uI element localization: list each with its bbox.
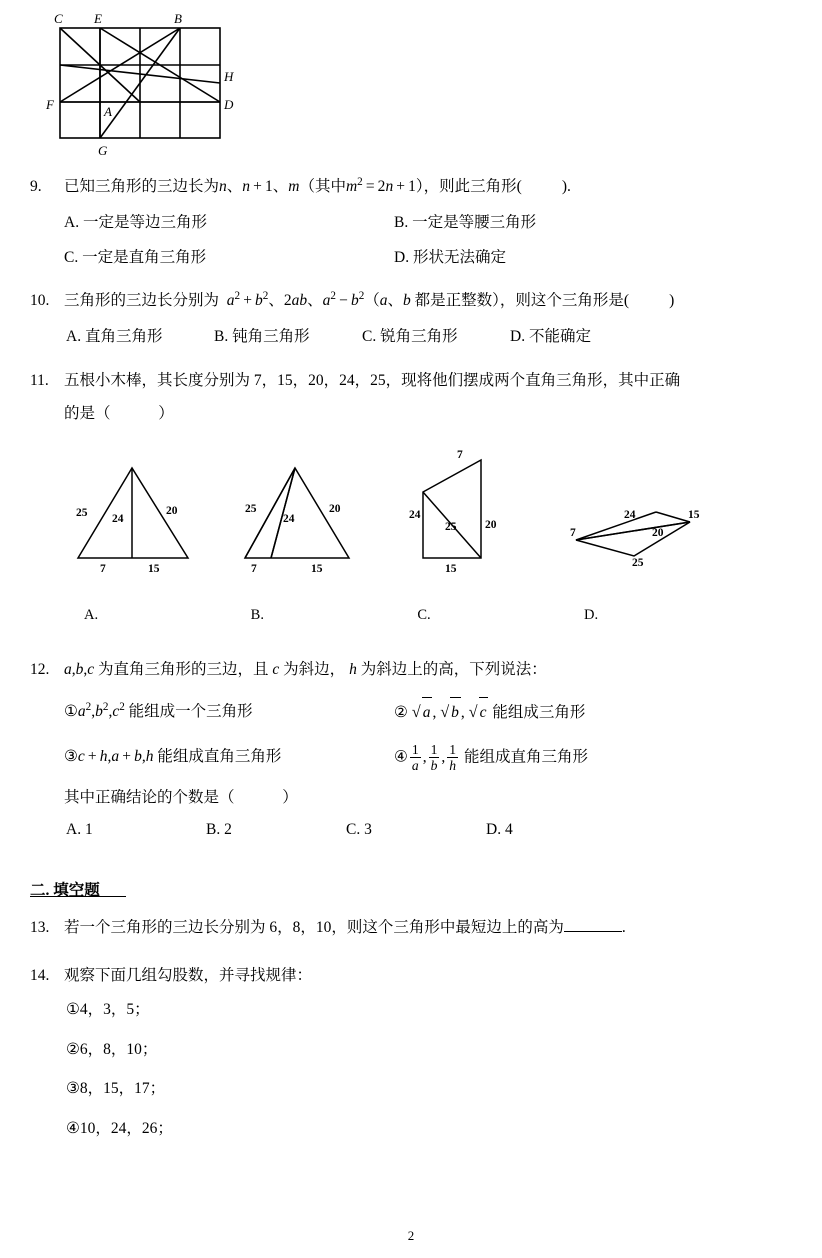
figure-c-caption: C. <box>417 606 431 623</box>
figure-b-label-15: 15 <box>310 563 323 576</box>
figure-c-label-24: 24 <box>409 509 421 522</box>
label-G: G <box>98 143 108 158</box>
question-10-stem-prefix: 三角形的三边长分别为 <box>64 292 220 310</box>
figure-d-label-20: 20 <box>651 527 664 540</box>
page-number: 2 <box>407 1228 415 1243</box>
question-11-figure-a <box>70 450 200 629</box>
question-11-line-1: 五根小木棒，其长度分别为 7，15，20，24，25，现将他们摆成两个直角三角形，其中正确 <box>64 371 681 389</box>
label-C: C <box>54 11 63 26</box>
question-10 <box>30 286 790 351</box>
figure-a-svg <box>70 450 200 585</box>
question-12-number: 12. <box>30 661 50 679</box>
question-10-stem: 三角形的三边长分别为 $a^2 + b^2$、2ab、$a^2 - b^2(a$、b 都是正整数），则这个三角形是( ) <box>64 290 675 310</box>
figure-a-label-15: 15 <box>148 563 160 576</box>
question-9-option-b[interactable]: B. 一定是等腰三角形 <box>394 213 537 231</box>
figure-a-label-25: 25 <box>76 507 88 520</box>
question-12-closing-prefix: 其中正确结论的个数是（ <box>64 789 235 807</box>
figure-a-label-24: 24 <box>112 513 124 526</box>
figure-a-caption: A. <box>84 606 99 623</box>
question-14 <box>30 961 790 1149</box>
question-11-figure-b <box>237 450 367 629</box>
question-9 <box>30 172 790 272</box>
figure-b-svg <box>237 450 367 585</box>
question-12-statement-1: $①a^2,b^2,c^2$ 能组成一个三角形 <box>64 700 253 720</box>
figure-c-svg <box>403 450 533 585</box>
question-12-statements-row-1 <box>30 697 790 728</box>
question-11-figures <box>70 450 710 629</box>
figure-b-label-25: 25 <box>244 503 257 516</box>
question-10-option-b[interactable]: B. 钝角三角形 <box>214 328 310 346</box>
label-E: E <box>94 11 102 26</box>
question-14-stem: 观察下面几组勾股数，并寻找规律： <box>64 966 313 984</box>
figure-b-caption: B. <box>250 606 264 623</box>
figure-d-label-15: 15 <box>687 509 700 522</box>
question-13-text-after: . <box>621 919 626 937</box>
label-B: B <box>174 11 182 26</box>
question-13-answer-blank[interactable] <box>564 931 622 932</box>
question-13-text-before: 若一个三角形的三边长分别为 6，8，10，则这个三角形中最短边上的高为 <box>64 919 564 937</box>
label-F: F <box>46 97 54 112</box>
question-14-item-3: ③8，15，17； <box>66 1080 166 1098</box>
question-12-option-b[interactable]: B. 2 <box>206 820 232 838</box>
question-11-figure-c <box>403 450 533 629</box>
section-two-title: 二. 填空题 <box>30 882 100 900</box>
question-13-number: 13. <box>30 919 50 937</box>
question-10-option-c[interactable]: C. 锐角三角形 <box>362 328 458 346</box>
label-A: A <box>104 104 112 119</box>
figure-c-label-25: 25 <box>445 521 457 534</box>
figure-a-label-20: 20 <box>166 505 178 518</box>
question-14-item-1: ①4，3，5； <box>66 1001 150 1018</box>
question-9-option-c[interactable]: C. 一定是直角三角形 <box>64 249 207 267</box>
question-11-line-2 <box>30 399 790 428</box>
question-12-stem: a,b,c 为直角三角形的三边，且 c 为斜边， h 为斜边上的高，下列说法： <box>64 661 547 679</box>
figure-grid-rectangle <box>42 8 252 158</box>
figure-d-label-7: 7 <box>569 527 576 540</box>
figure-c-label-20: 20 <box>485 519 497 532</box>
question-13-stem <box>64 913 790 942</box>
question-12-option-d[interactable]: D. 4 <box>486 820 513 838</box>
question-12-options <box>30 815 790 844</box>
question-12-statement-4: ④ $\frac{1}{a}$ , $\frac{1}{b}$ , $\frac{1}{h}$ 能组成直角三角形 <box>394 741 588 773</box>
question-12-closing <box>30 783 790 812</box>
question-9-options <box>30 208 790 237</box>
label-H: H <box>224 69 234 84</box>
question-10-option-a[interactable]: A. 直角三角形 <box>66 328 163 346</box>
question-14-item-2: ②6，8，10； <box>66 1040 158 1058</box>
question-9-options-2 <box>30 243 790 272</box>
question-12-statement-3: ③c + h,a + b,h 能组成直角三角形 <box>64 747 282 765</box>
figure-d-label-25: 25 <box>631 557 644 570</box>
figure-b-label-24: 24 <box>282 513 295 526</box>
question-10-number: 10. <box>30 292 50 310</box>
question-12-option-c[interactable]: C. 3 <box>346 820 372 838</box>
figure-c-label-15: 15 <box>445 563 457 576</box>
question-9-stem: 已知三角形的三边长为n、n + 1、m（其中$m^2 = 2n + 1$），则此三角形( ). <box>64 176 571 196</box>
question-14-item-4: ④10，24，26； <box>66 1119 173 1137</box>
figure-d-caption: D. <box>583 606 599 623</box>
question-9-option-a[interactable]: A. 一定是等边三角形 <box>64 213 207 231</box>
question-11-number: 11. <box>30 371 49 389</box>
question-10-option-d[interactable]: D. 不能确定 <box>510 328 591 346</box>
label-D: D <box>224 97 234 112</box>
question-11-figure-d <box>570 450 710 629</box>
question-11-line-2-suffix: ） <box>158 404 174 422</box>
figure-b-label-7: 7 <box>250 563 257 576</box>
page-content <box>30 8 790 1148</box>
question-9-option-d[interactable]: D. 形状无法确定 <box>394 249 506 267</box>
question-12-option-a[interactable]: A. 1 <box>66 820 93 838</box>
question-11 <box>30 366 790 630</box>
question-12-statement-2: ② √ a , √ b , √ c 能组成三角形 <box>394 697 585 728</box>
question-12-statements-row-2 <box>30 742 790 774</box>
question-12-closing-suffix: ） <box>282 789 298 807</box>
question-13 <box>30 913 790 942</box>
question-9-number: 9. <box>30 178 42 195</box>
question-14-number: 14. <box>30 966 50 984</box>
figure-d-svg <box>570 450 710 585</box>
question-10-options <box>30 322 790 351</box>
question-11-line-2-prefix: 的是（ <box>64 404 111 422</box>
figure-c-label-7: 7 <box>457 450 464 462</box>
figure-grid-rectangle-svg <box>42 8 252 158</box>
figure-a-label-7: 7 <box>100 563 106 576</box>
figure-b-label-20: 20 <box>328 503 341 516</box>
question-12 <box>30 655 790 844</box>
figure-d-label-24: 24 <box>623 509 636 522</box>
